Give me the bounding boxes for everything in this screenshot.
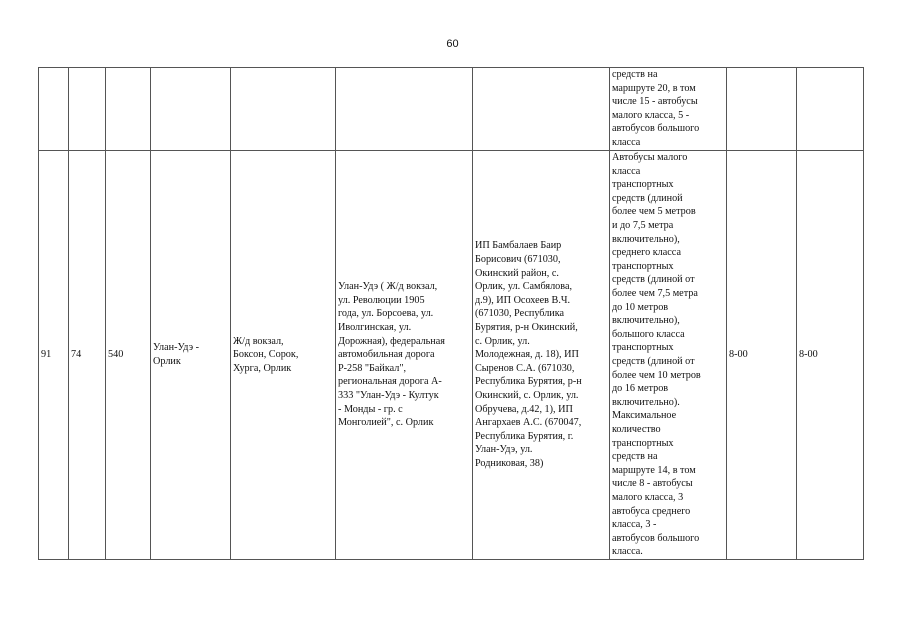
routes-table: [38, 67, 864, 560]
cell-time-start: [727, 68, 797, 151]
cell-route-number: [106, 68, 151, 151]
cell-reg-number: 91: [39, 151, 69, 560]
cell-carriers: ИП Бамбалаев Баир Борисович (671030, Окинский район, с. Орлик, ул. Самбялова, д.9), ИП Осохеев В.Ч. (671030, Республика Бурятия, р-н Окинский, с. Орлик, ул. Молодежная, д. 18), ИП Сыренов С.А. (671030, Республика Бурятия, р-н Окинский, с. Орлик, ул. Обручева, д.42, 1), ИП Ангархаев А.С. (670047, Республика Бурятия, г. Улан-Удэ, ул. Родниковая, 38): [473, 151, 610, 560]
cell-serial-number: [69, 68, 106, 151]
cell-reg-number: [39, 68, 69, 151]
cell-stops: [231, 68, 336, 151]
table-row-continuation: [39, 68, 864, 151]
cell-time-start: 8-00: [727, 151, 797, 560]
cell-carriers: [473, 68, 610, 151]
cell-streets: [336, 68, 473, 151]
cell-route-number: 540: [106, 151, 151, 560]
cell-route-name: Улан-Удэ - Орлик: [151, 151, 231, 560]
cell-stops: Ж/д вокзал, Боксон, Сорок, Хурга, Орлик: [231, 151, 336, 560]
table-row-route: [39, 151, 864, 560]
cell-time-end: [797, 68, 864, 151]
cell-serial-number: 74: [69, 151, 106, 560]
cell-vehicles: Автобусы малого класса транспортных средств (длиной более чем 5 метров и до 7,5 метра включительно), среднего класса транспортных средств (длиной от более чем 7,5 метра до 10 метров включительно), большого класса транспортных средств (длиной от более чем 10 метров до 16 метров включительно). Максимальное количество транспортных средств на маршруте 14, в том числе 8 - автобусы малого класса, 3 автобуса среднего класса, 3 - автобусов большого класса.: [610, 151, 727, 560]
page-number: 60: [446, 38, 459, 50]
cell-streets: Улан-Удэ ( Ж/д вокзал, ул. Революции 1905 года, ул. Борсоева, ул. Иволгинская, ул. Дорожная), федеральная автомобильная дорога Р-258 "Байкал", региональная дорога А- 333 "Улан-Удэ - Култук - Монды - гр. с Монголией", с. Орлик: [336, 151, 473, 560]
cell-time-end: 8-00: [797, 151, 864, 560]
cell-vehicles: средств на маршруте 20, в том числе 15 - автобусы малого класса, 5 - автобусов большого класса: [610, 68, 727, 151]
cell-route-name: [151, 68, 231, 151]
